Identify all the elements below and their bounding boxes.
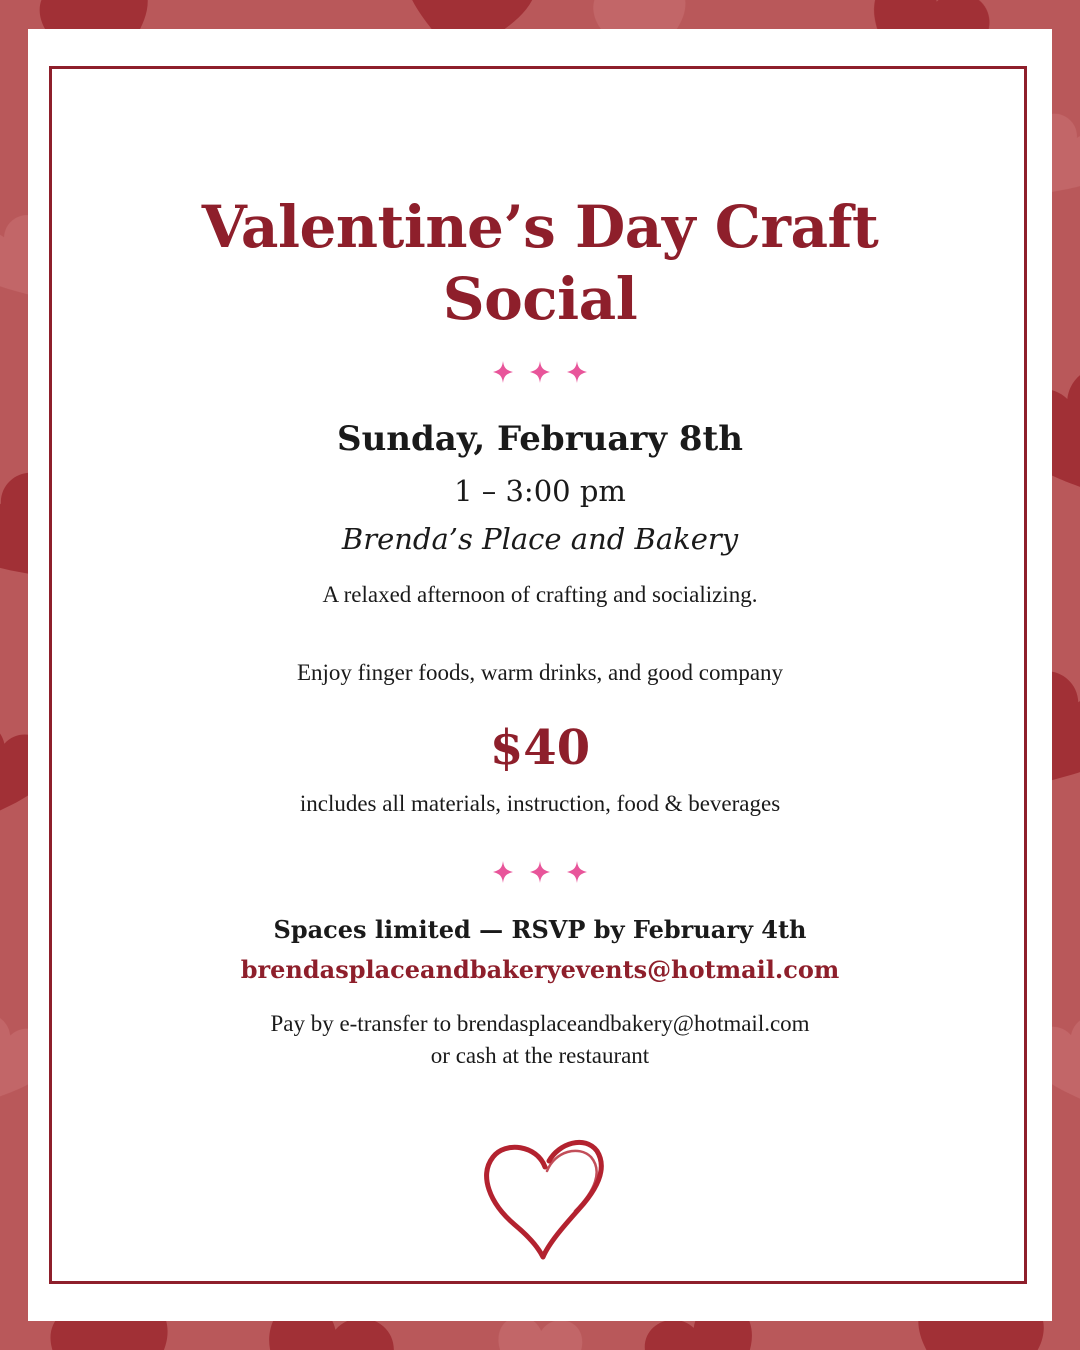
rsvp-email: brendasplaceandbakeryevents@hotmail.com [240,955,840,984]
sparkle-icon [530,361,550,383]
event-title: Valentine’s Day Craft Social [201,193,879,333]
heart-icon [475,1137,611,1265]
payment-etransfer: Pay by e-transfer to brendasplaceandbakery@hotmail.com [270,1011,810,1036]
event-description: A relaxed afternoon of crafting and socializing. [322,582,758,607]
sparkle-icon [567,861,587,883]
event-amenities: Enjoy finger foods, warm drinks, and good company [296,660,784,685]
event-price: $40 [489,720,591,776]
price-includes-note: includes all materials, instruction, food & beverages [299,791,781,816]
sparkle-divider-bottom [465,857,615,887]
sparkle-divider-top [465,357,615,387]
sparkle-icon [493,361,513,383]
payment-cash: or cash at the restaurant [430,1043,650,1068]
event-venue: Brenda’s Place and Bakery [341,522,739,556]
rsvp-deadline: Spaces limited — RSVP by February 4th [273,915,807,944]
sparkle-icon [567,361,587,383]
sparkle-icon [530,861,550,883]
event-time: 1 – 3:00 pm [454,474,626,508]
event-date: Sunday, February 8th [337,419,743,459]
flyer-card [28,29,1052,1321]
flyer-content [28,29,1052,1321]
sparkle-icon [493,861,513,883]
